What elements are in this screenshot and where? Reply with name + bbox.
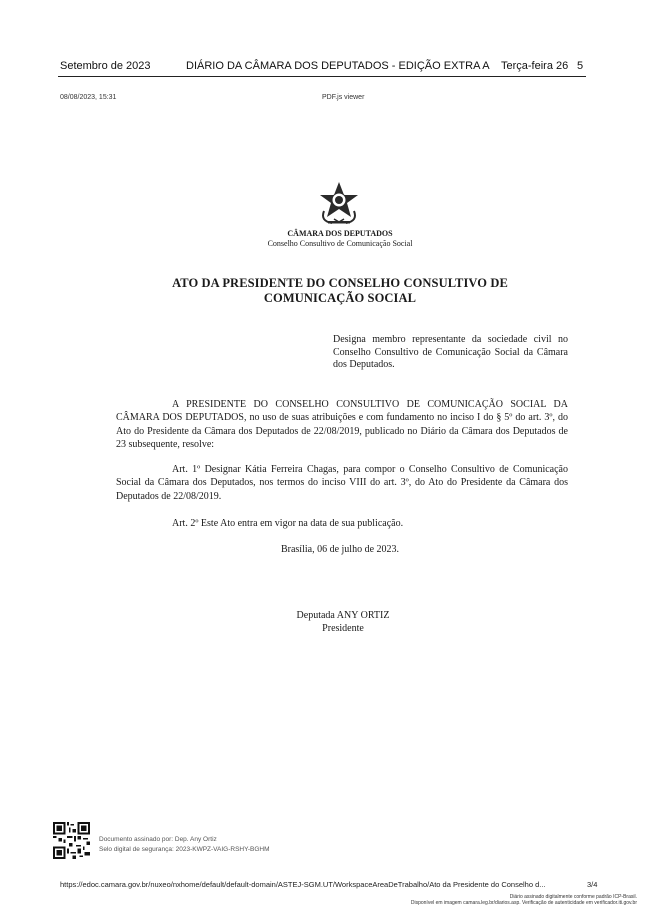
act-title-line2: COMUNICAÇÃO SOCIAL — [263, 291, 417, 305]
article-1: Art. 1º Designar Kátia Ferreira Chagas, para compor o Conselho Consultivo de Comunicação Social da Câmara dos Deputados, nos termos do inciso VIII do art. 3º, do Ato do Presidente da Câmara dos Deputados de 22/08/2019. — [116, 464, 568, 502]
signer-name: Deputada ANY ORTIZ — [296, 610, 390, 621]
header-date: Setembro de 2023 — [60, 60, 151, 72]
act-preamble: A PRESIDENTE DO CONSELHO CONSULTIVO DE COMUNICAÇÃO SOCIAL DA CÂMARA DOS DEPUTADOS, no uso de suas atribuições e com fundamento no inciso I do § 5º do art. 3º, do Ato do Presidente da Câmara dos Deputados de 22/08/2019, publicado no Diário da Câmara dos Deputados de 23 subsequente, resolve: — [116, 399, 568, 450]
journal-footer-line2: Disponível em imagem camara.leg.br/diarios.asp. Verificação de autenticidade em verificador.iti.gov.br — [410, 900, 637, 906]
institution-name: CÂMARA DOS DEPUTADOS — [287, 229, 393, 238]
act-ementa: Designa membro representante da sociedade civil no Conselho Consultivo de Comunicação Social da Câmara dos Deputados. — [333, 334, 568, 371]
header-day: 26 — [556, 60, 569, 72]
print-page-counter: 3/4 — [587, 880, 598, 889]
coat-of-arms-icon — [318, 181, 360, 225]
security-seal: Selo digital de segurança: 2023-KWPZ-VAIG-RSHY-BGHM — [99, 846, 270, 853]
qr-code-icon — [53, 822, 90, 859]
digital-signature-info — [99, 835, 270, 855]
place-date: Brasília, 06 de julho de 2023. — [280, 544, 400, 555]
header-weekday: Terça-feira — [501, 60, 553, 72]
journal-footer-line1: Diário assinado digitalmente conforme padrão ICP-Brasil. — [509, 894, 637, 900]
document-url: https://edoc.camara.gov.br/nuxeo/nxhome/default/default-domain/ASTEJ-SGM.UT/WorkspaceAreaDeTrabalho/Ato da Presidente do Conselho d... — [60, 880, 546, 889]
act-title-line1: ATO DA PRESIDENTE DO CONSELHO CONSULTIVO DE — [172, 276, 508, 290]
signer-role: Presidente — [322, 623, 364, 634]
header-rule — [58, 76, 586, 77]
signed-by: Documento assinado por: Dep. Any Ortiz — [99, 836, 217, 843]
print-timestamp: 08/08/2023, 15:31 — [60, 94, 117, 101]
journal-title: DIÁRIO DA CÂMARA DOS DEPUTADOS - EDIÇÃO EXTRA A — [186, 60, 490, 72]
article-2: Art. 2º Este Ato entra em vigor na data de sua publicação. — [172, 518, 404, 529]
act-title — [100, 276, 580, 306]
institution-subunit: Conselho Consultivo de Comunicação Social — [267, 239, 413, 248]
header-page-number: 5 — [577, 60, 584, 72]
pdf-viewer-label: PDF.js viewer — [322, 94, 365, 101]
